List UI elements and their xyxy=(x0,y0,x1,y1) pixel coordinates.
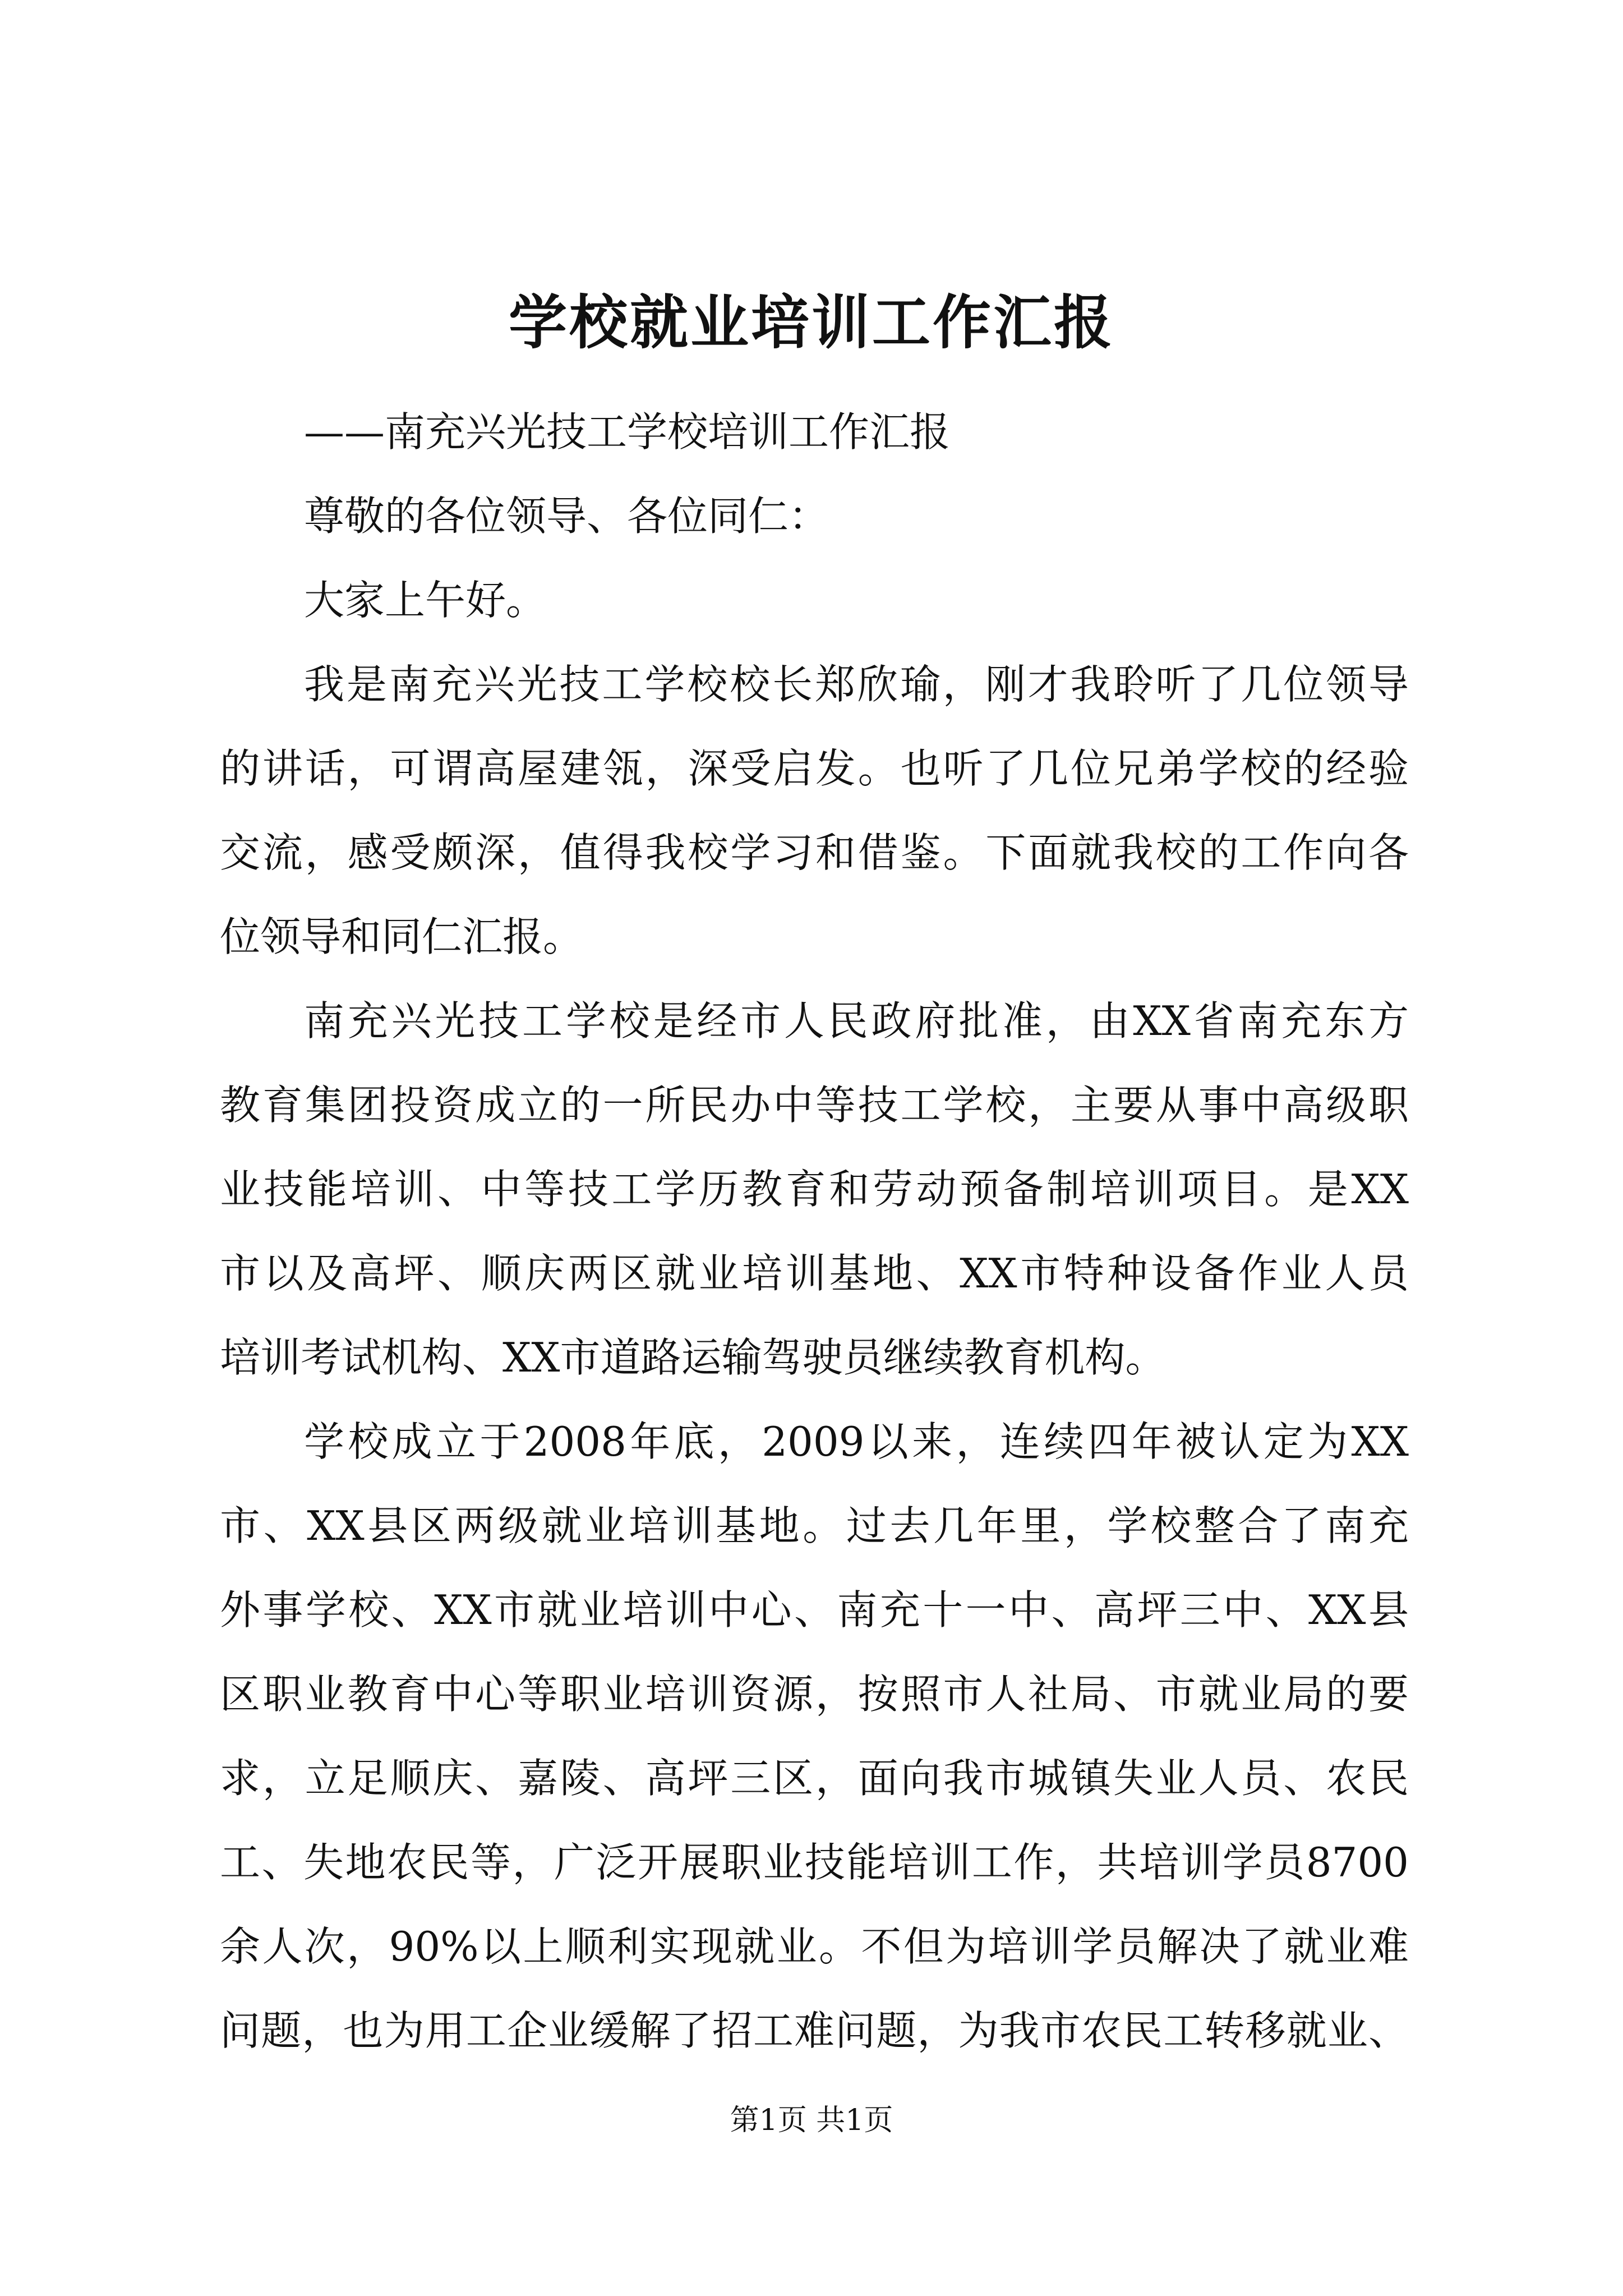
text-line: 交流，感受颇深，值得我校学习和借鉴。下面就我校的工作向各 xyxy=(220,829,1409,876)
text-line: 外事学校、XX市就业培训中心、南充十一中、高坪三中、XX县 xyxy=(220,1586,1409,1634)
text-line: 求，立足顺庆、嘉陵、高坪三区，面向我市城镇失业人员、农民 xyxy=(220,1755,1409,1802)
text-line: 教育集团投资成立的一所民办中等技工学校，主要从事中高级职 xyxy=(220,1082,1409,1129)
text-line: 培训考试机构、XX市道路运输驾驶员继续教育机构。 xyxy=(220,1334,1166,1381)
document-title: 学校就业培训工作汇报 xyxy=(508,288,1114,357)
text-line: 问题，也为用工企业缓解了招工难问题，为我市农民工转移就业、 xyxy=(220,2007,1409,2054)
text-line: 业技能培训、中等技工学历教育和劳动预备制培训项目。是XX xyxy=(220,1166,1409,1213)
text-line: 位领导和同仁汇报。 xyxy=(220,913,584,960)
document-body xyxy=(220,390,1409,2073)
text-line: 我是南充兴光技工学校校长郑欣瑜，刚才我聆听了几位领导 xyxy=(304,661,1409,708)
text-line: 区职业教育中心等职业培训资源，按照市人社局、市就业局的要 xyxy=(220,1671,1409,1718)
text-line: 尊敬的各位领导、各位同仁： xyxy=(304,493,829,540)
text-line: 学校成立于2008年底，2009以来，连续四年被认定为XX xyxy=(304,1418,1409,1465)
text-line: 市以及高坪、顺庆两区就业培训基地、XX市特种设备作业人员 xyxy=(220,1250,1409,1297)
page-footer: 第1页 共1页 xyxy=(730,2104,893,2137)
text-line: 的讲话，可谓高屋建瓴，深受启发。也听了几位兄弟学校的经验 xyxy=(220,745,1409,792)
text-line: 余人次，90%以上顺利实现就业。不但为培训学员解决了就业难 xyxy=(220,1923,1409,1970)
text-line: 市、XX县区两级就业培训基地。过去几年里，学校整合了南充 xyxy=(220,1502,1409,1549)
text-line: 工、失地农民等，广泛开展职业技能培训工作，共培训学员8700 xyxy=(220,1839,1409,1886)
text-line: 大家上午好。 xyxy=(304,577,547,624)
text-line: ——南充兴光技工学校培训工作汇报 xyxy=(304,408,951,455)
text-line: 南充兴光技工学校是经市人民政府批准，由XX省南充东方 xyxy=(304,997,1409,1045)
